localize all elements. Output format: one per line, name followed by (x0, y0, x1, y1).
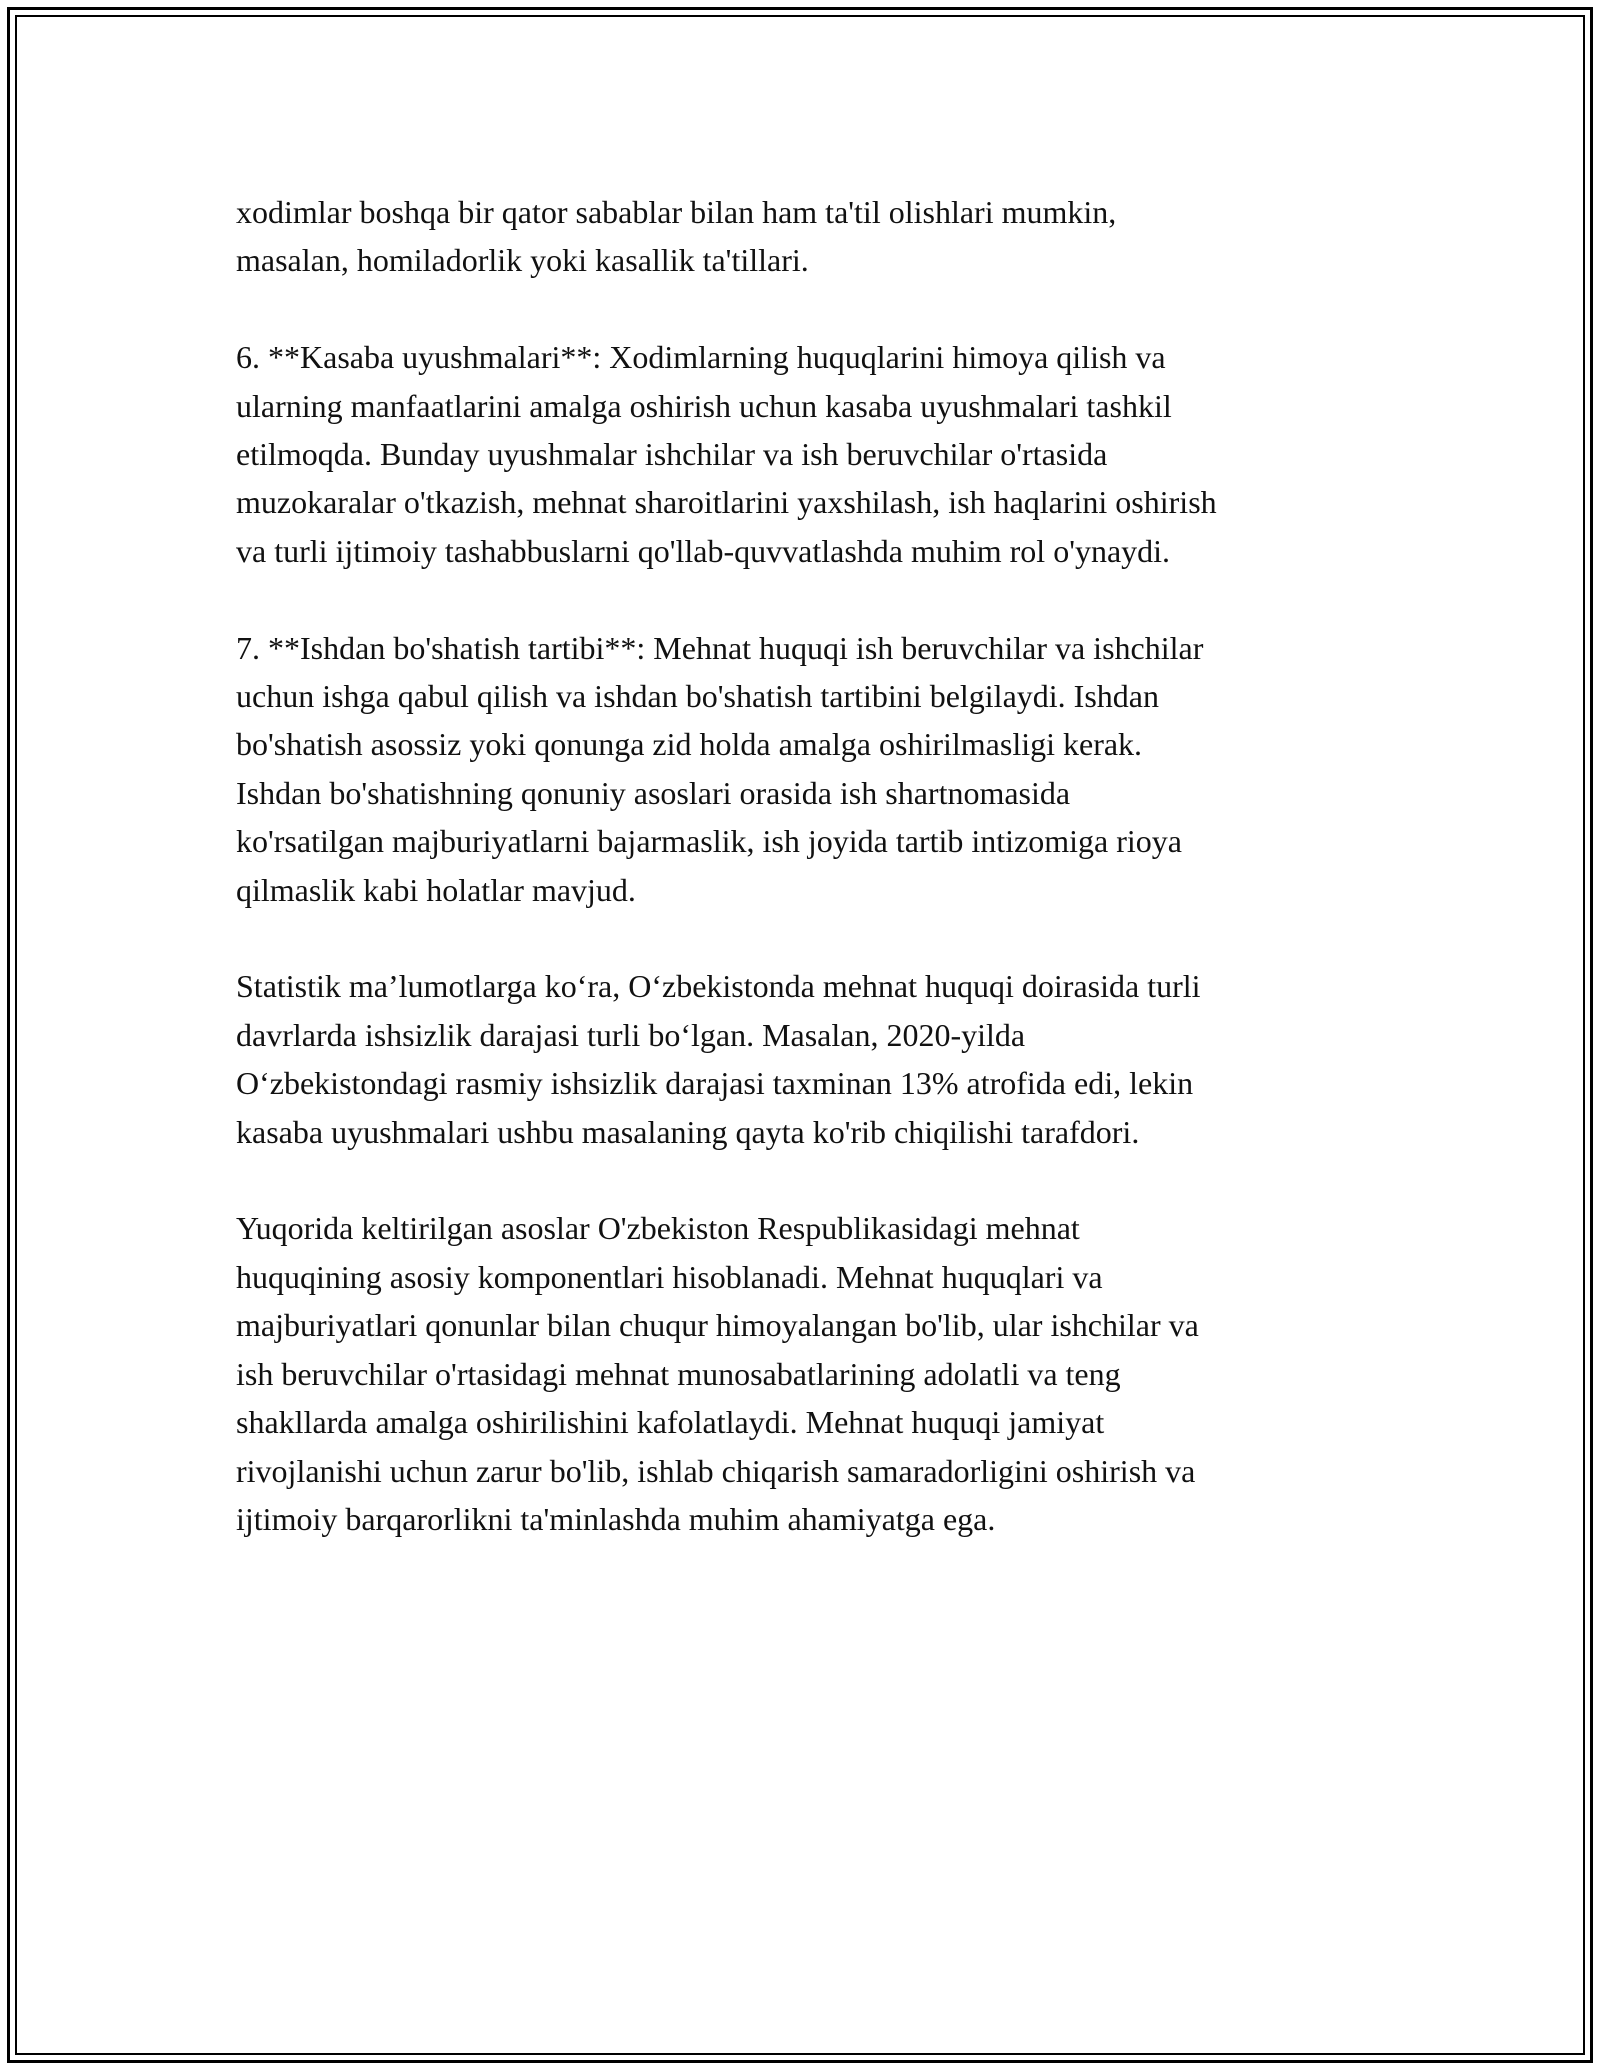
text-line: muzokaralar o'tkazish, mehnat sharoitlarini yaxshilash, ish haqlarini oshirish (236, 484, 1217, 521)
text-line: O‘zbekistondagi rasmiy ishsizlik darajasi taxminan 13% atrofida edi, lekin (236, 1065, 1194, 1102)
text-line: ko'rsatilgan majburiyatlarni bajarmaslik, ish joyida tartib intizomiga rioya (236, 823, 1182, 860)
text-line: 6. **Kasaba uyushmalari**: Xodimlarning huquqlarini himoya qilish va (236, 339, 1166, 376)
text-line: davrlarda ishsizlik darajasi turli bo‘lgan. Masalan, 2020-yilda (236, 1016, 1026, 1053)
text-line: etilmoqda. Bunday uyushmalar ishchilar va ish beruvchilar o'rtasida (236, 436, 1108, 473)
text-line: va turli ijtimoiy tashabbuslarni qo'llab-quvvatlashda muhim rol o'ynaydi. (236, 532, 1171, 569)
text-line: huquqining asosiy komponentlari hisoblanadi. Mehnat huquqlari va (236, 1258, 1103, 1295)
paragraph-dismissal-procedure (236, 624, 1386, 914)
text-line: shakllarda amalga oshirilishini kafolatlaydi. Mehnat huquqi jamiyat (236, 1404, 1105, 1441)
text-line: Ishdan bo'shatishning qonuniy asoslari orasida ish shartnomasida (236, 774, 1071, 811)
text-line: Yuqorida keltirilgan asoslar O'zbekiston Respublikasidagi mehnat (236, 1210, 1080, 1247)
text-line: rivojlanishi uchun zarur bo'lib, ishlab chiqarish samaradorligini oshirish va (236, 1452, 1196, 1489)
text-line: majburiyatlari qonunlar bilan chuqur himoyalangan bo'lib, ular ishchilar va (236, 1307, 1199, 1344)
text-line: bo'shatish asossiz yoki qonunga zid holda amalga oshirilmasligi kerak. (236, 726, 1143, 763)
paragraph-conclusion (236, 1204, 1386, 1543)
text-line: uchun ishga qabul qilish va ishdan bo'shatish tartibini belgilaydi. Ishdan (236, 678, 1159, 715)
text-line: 7. **Ishdan bo'shatish tartibi**: Mehnat huquqi ish beruvchilar va ishchilar (236, 629, 1204, 666)
text-line: qilmaslik kabi holatlar mavjud. (236, 871, 636, 908)
text-line: Statistik ma’lumotlarga ko‘ra, O‘zbekistonda mehnat huquqi doirasida turli (236, 968, 1201, 1005)
document-body (236, 188, 1386, 1592)
text-line: kasaba uyushmalari ushbu masalaning qayta ko'rib chiqilishi tarafdori. (236, 1113, 1140, 1150)
text-line: ijtimoiy barqarorlikni ta'minlashda muhim ahamiyatga ega. (236, 1500, 996, 1537)
paragraph-statistics (236, 962, 1386, 1156)
text-line: ish beruvchilar o'rtasidagi mehnat munosabatlarining adolatli va teng (236, 1355, 1121, 1392)
text-line: ularning manfaatlarini amalga oshirish uchun kasaba uyushmalari tashkil (236, 387, 1172, 424)
paragraph-trade-unions (236, 333, 1386, 575)
text-line: masalan, homiladorlik yoki kasallik ta'tillari. (236, 242, 809, 279)
text-line: xodimlar boshqa bir qator sabablar bilan ham ta'til olishlari mumkin, (236, 194, 1117, 230)
paragraph-leave-continuation (236, 188, 1386, 285)
